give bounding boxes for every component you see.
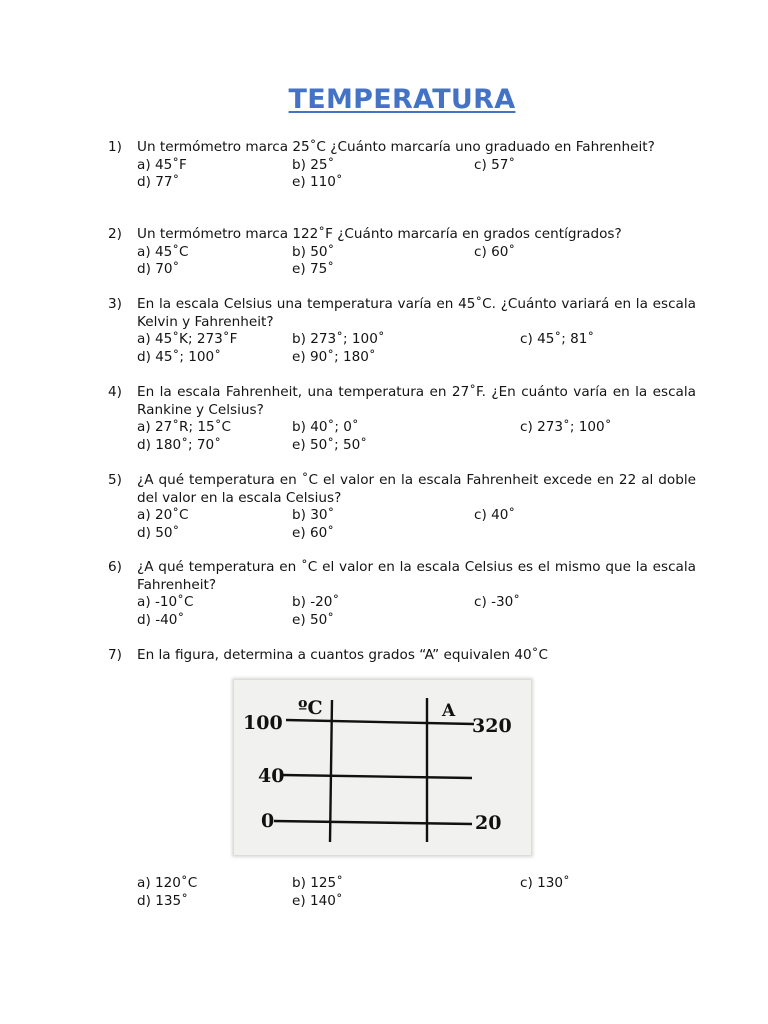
option-d: d) 180˚; 70˚ <box>137 436 221 453</box>
question-text: ¿A qué temperatura en ˚C el valor en la escala Celsius es el mismo que la escala Fahrenheit? <box>137 559 696 593</box>
question-number: 6) <box>108 559 122 575</box>
option-e: e) 140˚ <box>292 892 343 909</box>
question-7 <box>108 647 696 665</box>
option-c: c) 45˚; 81˚ <box>520 331 595 347</box>
question-number: 4) <box>108 384 122 400</box>
option-d: d) 70˚ <box>137 261 180 277</box>
option-b: b) 25˚ <box>292 156 335 173</box>
label-40: 40 <box>258 765 285 787</box>
option-a: a) 27˚R; 15˚C <box>137 419 231 435</box>
option-e: e) 110˚ <box>292 174 343 190</box>
label-20: 20 <box>475 812 502 834</box>
question-7-options <box>137 875 697 911</box>
option-a: a) 120˚C <box>137 875 198 891</box>
option-d: d) 135˚ <box>137 892 188 909</box>
option-c: c) 60˚ <box>474 243 516 260</box>
option-e: e) 75˚ <box>292 261 335 277</box>
question-text: Un termómetro marca 122˚F ¿Cuánto marcaría en grados centígrados? <box>137 226 622 242</box>
answer-options <box>137 331 696 366</box>
answer-options <box>137 419 696 454</box>
question-text: En la escala Celsius una temperatura varía en 45˚C. ¿Cuánto variará en la escala Kelvin y Fahrenheit? <box>137 296 696 330</box>
question-number: 2) <box>108 226 122 242</box>
line-40 <box>282 775 472 778</box>
option-c: c) 40˚ <box>474 507 516 523</box>
question-6 <box>108 559 696 629</box>
question-number: 1) <box>108 139 122 155</box>
question-3 <box>108 296 696 366</box>
question-text: ¿A qué temperatura en ˚C el valor en la escala Fahrenheit excede en 22 al doble del valor en la escala Celsius? <box>137 472 696 506</box>
option-b: b) -20˚ <box>292 594 340 610</box>
scale-a-header: A <box>442 701 456 721</box>
option-e: e) 50˚ <box>292 611 335 628</box>
option-e: e) 60˚ <box>292 524 335 541</box>
line-0 <box>274 821 472 824</box>
option-a: a) 20˚C <box>137 507 189 523</box>
answer-options <box>137 507 696 542</box>
answer-options <box>137 157 696 192</box>
option-d: d) 77˚ <box>137 174 180 190</box>
option-b: b) 125˚ <box>292 875 343 891</box>
option-d: d) 45˚; 100˚ <box>137 348 221 365</box>
scale-figure <box>234 680 531 855</box>
question-text: Un termómetro marca 25˚C ¿Cuánto marcaría uno graduado en Fahrenheit? <box>137 139 655 155</box>
question-4 <box>108 384 696 454</box>
scale-diagram <box>234 680 531 855</box>
option-c: c) -30˚ <box>474 594 521 610</box>
question-number: 3) <box>108 296 122 312</box>
option-a: a) 45˚K; 273˚F <box>137 331 238 347</box>
label-320: 320 <box>472 715 512 737</box>
page-title: TEMPERATURA <box>288 84 516 115</box>
option-b: b) 273˚; 100˚ <box>292 331 385 347</box>
question-1 <box>108 139 696 192</box>
question-5 <box>108 472 696 542</box>
option-d: d) 50˚ <box>137 524 180 541</box>
answer-options <box>137 244 696 279</box>
option-e: e) 50˚; 50˚ <box>292 436 368 453</box>
option-b: b) 40˚; 0˚ <box>292 419 359 435</box>
answer-options <box>137 594 696 629</box>
option-c: c) 57˚ <box>474 156 516 173</box>
label-100: 100 <box>243 712 283 734</box>
option-b: b) 50˚ <box>292 243 335 260</box>
option-c: c) 130˚ <box>520 875 570 891</box>
option-b: b) 30˚ <box>292 507 335 523</box>
question-number: 5) <box>108 472 122 488</box>
option-a: a) 45˚C <box>137 243 189 260</box>
option-e: e) 90˚; 180˚ <box>292 348 376 365</box>
option-c: c) 273˚; 100˚ <box>520 419 612 435</box>
question-number: 7) <box>108 647 122 663</box>
question-text: En la escala Fahrenheit, una temperatura en 27˚F. ¿En cuánto varía en la escala Rankine y Celsius? <box>137 384 696 418</box>
celsius-header: ºC <box>298 697 323 719</box>
option-a: a) -10˚C <box>137 594 194 610</box>
option-d: d) -40˚ <box>137 611 185 628</box>
label-0: 0 <box>261 810 275 832</box>
question-text: En la figura, determina a cuantos grados “A” equivalen 40˚C <box>137 647 548 663</box>
option-a: a) 45˚F <box>137 156 187 173</box>
question-2 <box>108 226 696 279</box>
